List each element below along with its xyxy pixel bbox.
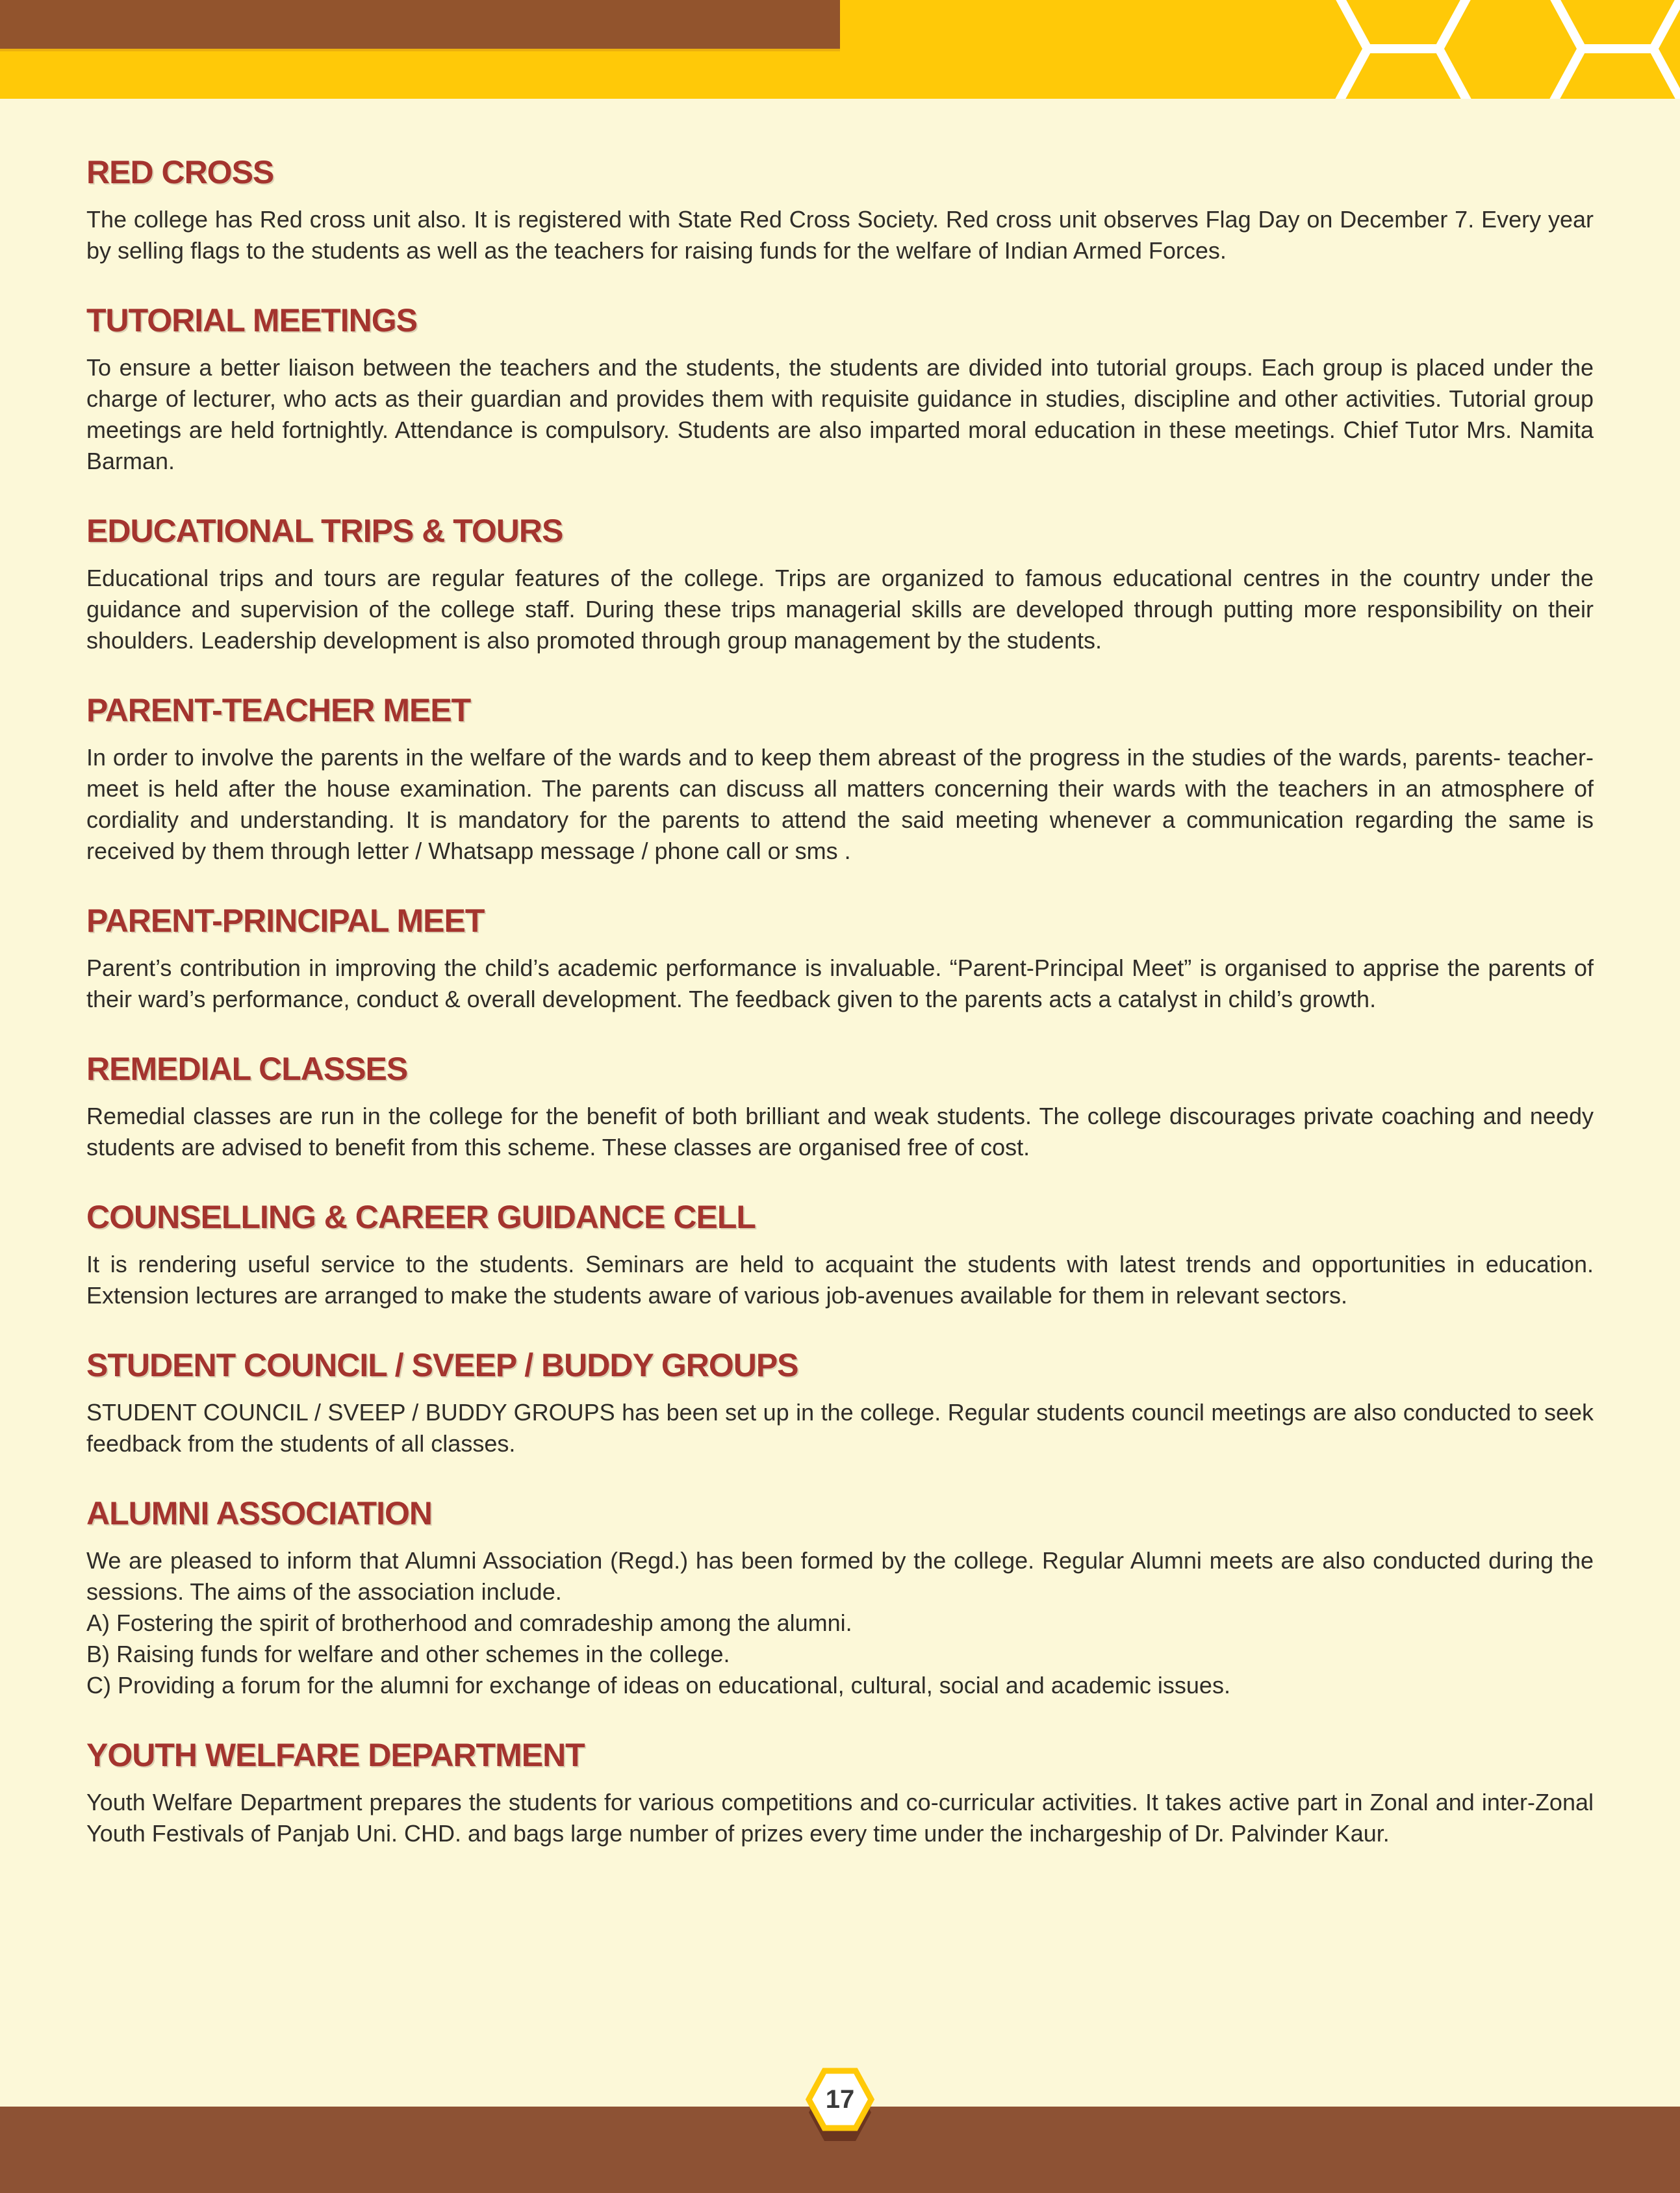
section-tutorial-meetings — [86, 301, 1594, 477]
section-parent-principal-meet — [86, 902, 1594, 1015]
section-title: PARENT-PRINCIPAL MEET — [86, 903, 485, 939]
section-body: The college has Red cross unit also. It is registered with State Red Cross Society. Red cross unit observes Flag Day on December 7. Every year by selling flags to the students as well as the teachers for raising funds for the welfare of Indian Armed Forces. — [86, 206, 1594, 264]
section-body: We are pleased to inform that Alumni Association (Regd.) has been formed by the college. Regular Alumni meets are also conducted during the sessions. The aims of the association include. — [86, 1547, 1594, 1605]
section-title: STUDENT COUNCIL / SVEEP / BUDDY GROUPS — [86, 1347, 798, 1383]
section-title: REMEDIAL CLASSES — [86, 1051, 408, 1087]
section-educational-trips-tours — [86, 512, 1594, 656]
list-item: B) Raising funds for welfare and other schemes in the college. — [86, 1641, 730, 1667]
section-remedial-classes — [86, 1050, 1594, 1163]
header-brown-bar — [0, 0, 840, 51]
list-item: A) Fostering the spirit of brotherhood and comradeship among the alumni. — [86, 1609, 852, 1636]
section-body: In order to involve the parents in the welfare of the wards and to keep them abreast of the progress in the studies of the wards, parents- teacher-meet is held after the house examination. The parents can discuss all matters concerning their wards with the teachers in an atmosphere of cordiality and understanding. It is mandatory for the parents to attend the said meeting whenever a communication regarding the same is received by them through letter / Whatsapp message / phone call or sms . — [86, 744, 1594, 864]
section-youth-welfare — [86, 1736, 1594, 1849]
header-band — [0, 0, 1680, 99]
section-body: Educational trips and tours are regular features of the college. Trips are organized to famous educational centres in the country under the guidance and supervision of the college staff. During these trips managerial skills are developed through putting more responsibility on their shoulders. Leadership development is also promoted through group management by the students. — [86, 565, 1594, 654]
list-item: C) Providing a forum for the alumni for exchange of ideas on educational, cultural, social and academic issues. — [86, 1672, 1230, 1699]
section-red-cross — [86, 153, 1594, 266]
section-title: PARENT-TEACHER MEET — [86, 692, 471, 728]
section-title: YOUTH WELFARE DEPARTMENT — [86, 1737, 585, 1773]
section-title: ALUMNI ASSOCIATION — [86, 1495, 432, 1532]
page-content — [86, 99, 1594, 1884]
section-body: Remedial classes are run in the college for the benefit of both brilliant and weak students. The college discourages private coaching and needy students are advised to benefit from this scheme. These classes are organised free of cost. — [86, 1103, 1594, 1161]
section-body: Parent’s contribution in improving the child’s academic performance is invaluable. “Parent-Principal Meet” is organised to apprise the parents of their ward’s performance, conduct & overall development. The feedback given to the parents acts a catalyst in child’s growth. — [86, 955, 1594, 1012]
section-title: COUNSELLING & CAREER GUIDANCE CELL — [86, 1199, 756, 1235]
section-body: It is rendering useful service to the students. Seminars are held to acquaint the students with latest trends and opportunities in education. Extension lectures are arranged to make the students aware of various job-avenues available for them in relevant sectors. — [86, 1251, 1594, 1309]
section-alumni-association — [86, 1494, 1594, 1701]
section-title: RED CROSS — [86, 154, 274, 190]
section-title: EDUCATIONAL TRIPS & TOURS — [86, 513, 563, 549]
section-counselling-career-guidance — [86, 1198, 1594, 1311]
alumni-aims-list — [86, 1608, 1594, 1701]
section-body: To ensure a better liaison between the teachers and the students, the students are divided into tutorial groups. Each group is placed under the charge of lecturer, who acts as their guardian and provides them with requisite guidance in studies, discipline and other activities. Tutorial group meetings are held fortnightly. Attendance is compulsory. Students are also imparted moral education in these meetings. Chief Tutor Mrs. Namita Barman. — [86, 354, 1594, 474]
section-title: TUTORIAL MEETINGS — [86, 302, 417, 339]
section-body: Youth Welfare Department prepares the students for various competitions and co-curricular activities. It takes active part in Zonal and inter-Zonal Youth Festivals of Panjab Uni. CHD. and bags large number of prizes every time under the inchargeship of Dr. Palvinder Kaur. — [86, 1789, 1594, 1847]
section-student-council — [86, 1346, 1594, 1459]
section-body: STUDENT COUNCIL / SVEEP / BUDDY GROUPS has been set up in the college. Regular students council meetings are also conducted to seek feedback from the students of all classes. — [86, 1399, 1594, 1457]
page-number: 17 — [825, 2084, 855, 2114]
section-parent-teacher-meet — [86, 691, 1594, 867]
